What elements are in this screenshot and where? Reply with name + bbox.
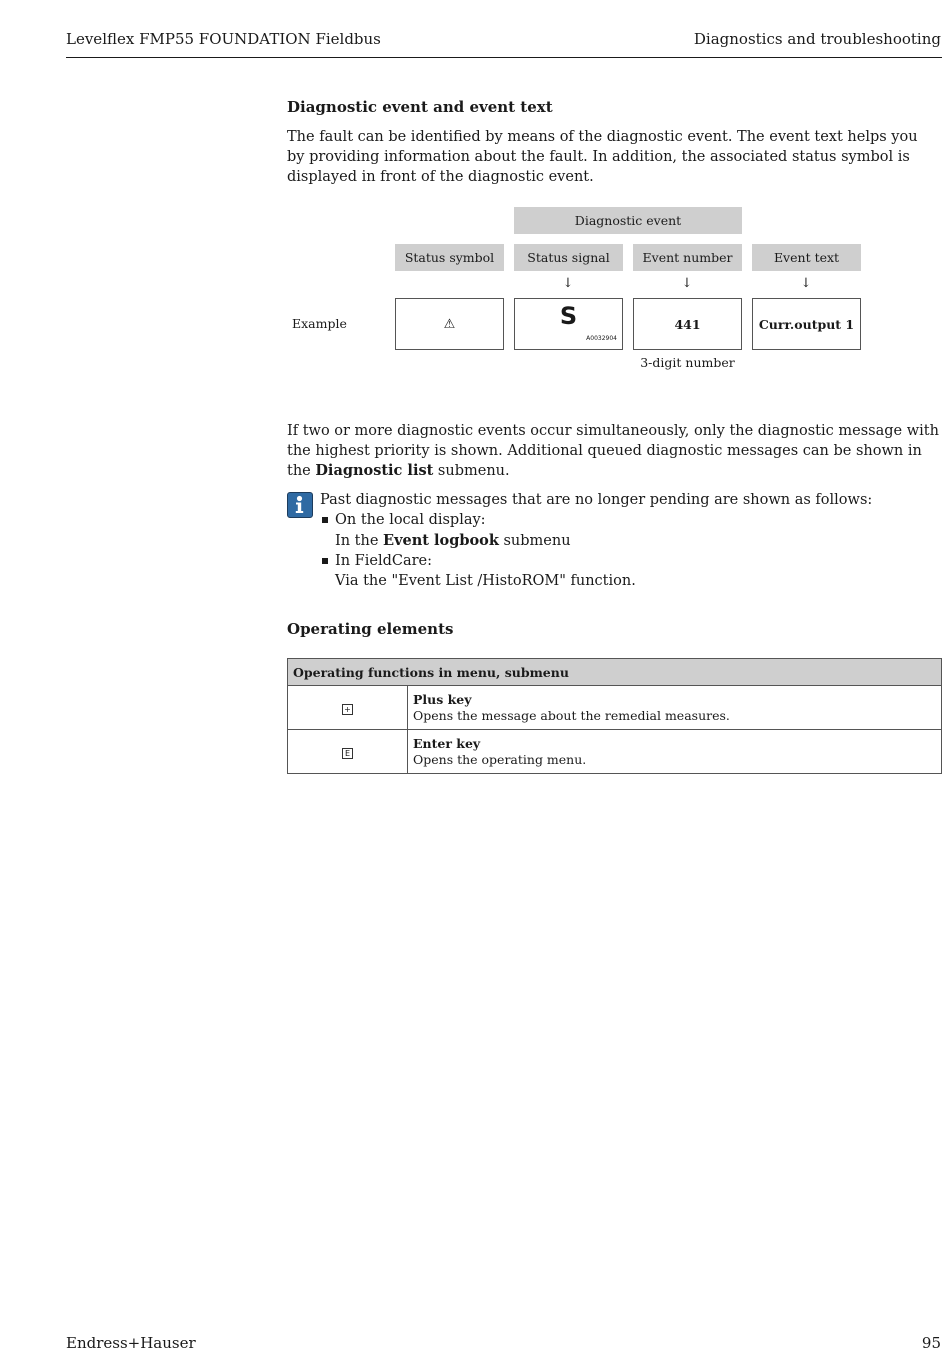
detail-prefix: In the	[335, 533, 384, 549]
footer-brand: Endress+Hauser	[66, 1334, 196, 1352]
event-number-value: 441	[633, 298, 742, 350]
column-status-symbol: Status symbol	[395, 244, 504, 271]
bullet-icon	[322, 517, 328, 523]
table-header: Operating functions in menu, submenu	[288, 659, 942, 686]
priority-text-end: submenu.	[433, 463, 510, 479]
event-number-caption: 3-digit number	[640, 355, 735, 370]
warning-icon: ⚠	[395, 298, 504, 350]
key-description	[408, 730, 942, 774]
key-title: Enter key	[413, 735, 481, 751]
plus-key-icon: +	[342, 704, 353, 715]
note-item-fieldcare-detail: Via the "Event List /HistoROM" function.	[335, 573, 636, 589]
note-intro: Past diagnostic messages that are no longer pending are shown as follows:	[320, 492, 873, 508]
enter-key-icon: E	[342, 748, 353, 759]
priority-text: If two or more diagnostic events occur simultaneously, only the diagnostic message with the highest priority is shown. Additional queued diagnostic messages can be shown in the	[287, 423, 939, 479]
diagnostic-event-paragraph: The fault can be identified by means of the diagnostic event. The event text helps you by providing information about the fault. In addition, the associated status symbol is displayed in front of the diagnostic event.	[287, 129, 918, 185]
key-cell	[288, 730, 408, 774]
event-text-value: Curr.output 1	[752, 298, 861, 350]
detail-suffix: submenu	[498, 533, 571, 549]
key-cell	[288, 686, 408, 730]
table-row	[288, 730, 942, 774]
key-desc: Opens the operating menu.	[413, 751, 587, 767]
column-event-text: Event text	[752, 244, 861, 271]
header-section: Diagnostics and troubleshooting	[693, 30, 941, 48]
key-desc: Opens the message about the remedial measures.	[413, 707, 730, 723]
arrow-down-icon: ↓	[681, 276, 693, 291]
bullet-icon	[322, 558, 328, 564]
table-header-row	[288, 659, 942, 686]
arrow-down-icon: ↓	[800, 276, 812, 291]
key-title: Plus key	[413, 691, 472, 707]
status-signal-letter: S	[559, 302, 578, 330]
section-heading-operating-elements: Operating elements	[287, 620, 454, 638]
header-divider	[66, 57, 942, 58]
table-row	[288, 686, 942, 730]
column-event-number: Event number	[633, 244, 742, 271]
info-icon	[287, 492, 313, 518]
event-logbook-term: Event logbook	[383, 532, 499, 549]
note-item-local-display-detail	[335, 531, 571, 551]
diagnostic-event-group-label: Diagnostic event	[514, 207, 742, 234]
example-row-label: Example	[292, 316, 347, 331]
diagnostic-list-term: Diagnostic list	[315, 462, 434, 479]
column-status-signal: Status signal	[514, 244, 623, 271]
note-item-local-display: On the local display:	[335, 512, 486, 528]
arrow-down-icon: ↓	[562, 276, 574, 291]
priority-paragraph	[287, 421, 939, 481]
header-title: Levelflex FMP55 FOUNDATION Fieldbus	[66, 30, 381, 48]
figure-id: A0032904	[586, 335, 617, 342]
status-signal-box	[514, 298, 623, 350]
operating-functions-table	[287, 658, 942, 774]
note-item-fieldcare: In FieldCare:	[335, 553, 433, 569]
key-description	[408, 686, 942, 730]
page-number: 95	[921, 1334, 941, 1352]
section-heading-diagnostic-event: Diagnostic event and event text	[287, 98, 553, 116]
